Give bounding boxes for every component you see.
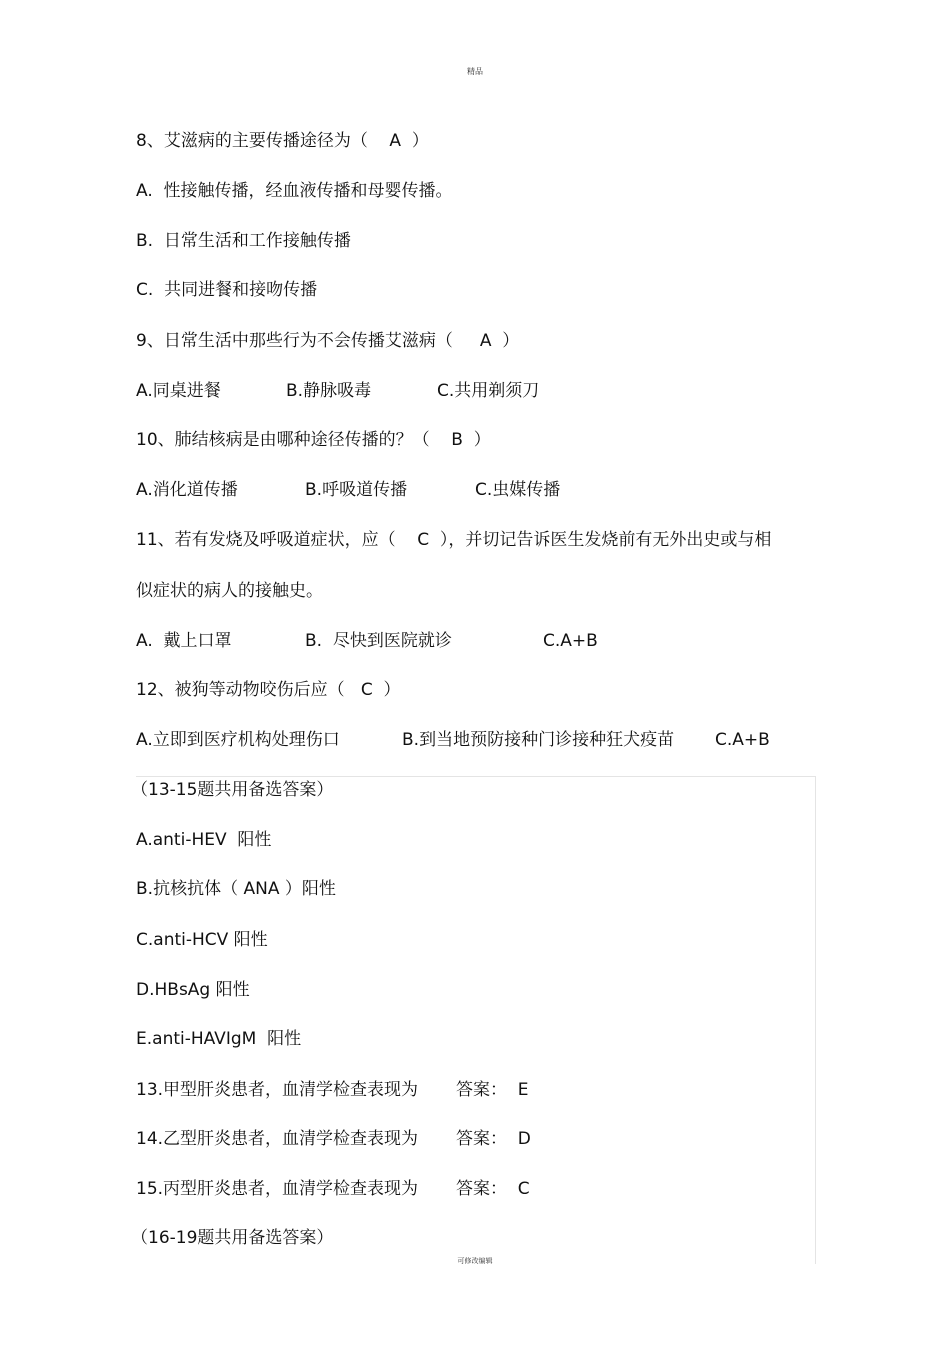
answer-13: 答案： E [456, 1080, 529, 1100]
question-9: 9、日常生活中那些行为不会传播艾滋病（ A ） [136, 331, 520, 351]
question-11-line-1: 11、若有发烧及呼吸道症状，应（ C ），并切记告诉医生发烧前有无外出史或与相 [136, 530, 772, 550]
group-16-19-heading: （16-19题共用备选答案） [131, 1228, 334, 1248]
q8-option-b: B. 日常生活和工作接触传播 [136, 231, 351, 251]
divider-line [136, 776, 815, 777]
answer-14: 答案： D [456, 1129, 531, 1149]
question-10: 10、肺结核病是由哪种途径传播的？（ B ） [136, 430, 491, 450]
question-13: 13.甲型肝炎患者，血清学检查表现为 [136, 1080, 419, 1100]
group-13-15-option-a: A.anti-HEV 阳性 [136, 830, 272, 850]
q12-option-b: B.到当地预防接种门诊接种狂犬疫苗 [402, 730, 675, 750]
question-11-line-2: 似症状的病人的接触史。 [136, 581, 323, 601]
vertical-rule [815, 776, 816, 1264]
q11-option-b: B. 尽快到医院就诊 [305, 631, 452, 651]
q9-option-b: B.静脉吸毒 [286, 381, 372, 401]
q8-option-c: C. 共同进餐和接吻传播 [136, 280, 318, 300]
page-footer-note: 可修改编辑 [457, 1257, 493, 1265]
group-13-15-option-e: E.anti-HAVIgM 阳性 [136, 1029, 302, 1049]
q11-option-c: C.A+B [543, 631, 598, 651]
group-13-15-option-d: D.HBsAg 阳性 [136, 980, 250, 1000]
q9-option-a: A.同桌进餐 [136, 381, 221, 401]
q11-option-a: A. 戴上口罩 [136, 631, 232, 651]
answer-15: 答案： C [456, 1179, 530, 1199]
question-14: 14.乙型肝炎患者，血清学检查表现为 [136, 1129, 419, 1149]
question-12: 12、被狗等动物咬伤后应（ C ） [136, 680, 401, 700]
question-15: 15.丙型肝炎患者，血清学检查表现为 [136, 1179, 419, 1199]
q10-option-b: B.呼吸道传播 [305, 480, 408, 500]
q12-option-a: A.立即到医疗机构处理伤口 [136, 730, 340, 750]
q10-option-a: A.消化道传播 [136, 480, 238, 500]
page-header-note: 精品 [467, 67, 483, 76]
q9-option-c: C.共用剃须刀 [437, 381, 540, 401]
group-13-15-option-b: B.抗核抗体（ ANA ）阳性 [136, 879, 336, 899]
group-13-15-option-c: C.anti-HCV 阳性 [136, 930, 268, 950]
question-8: 8、艾滋病的主要传播途径为（ A ） [136, 131, 429, 151]
q10-option-c: C.虫媒传播 [475, 480, 561, 500]
q8-option-a: A. 性接触传播，经血液传播和母婴传播。 [136, 181, 453, 201]
q12-option-c: C.A+B [715, 730, 770, 750]
group-13-15-heading: （13-15题共用备选答案） [131, 780, 334, 800]
